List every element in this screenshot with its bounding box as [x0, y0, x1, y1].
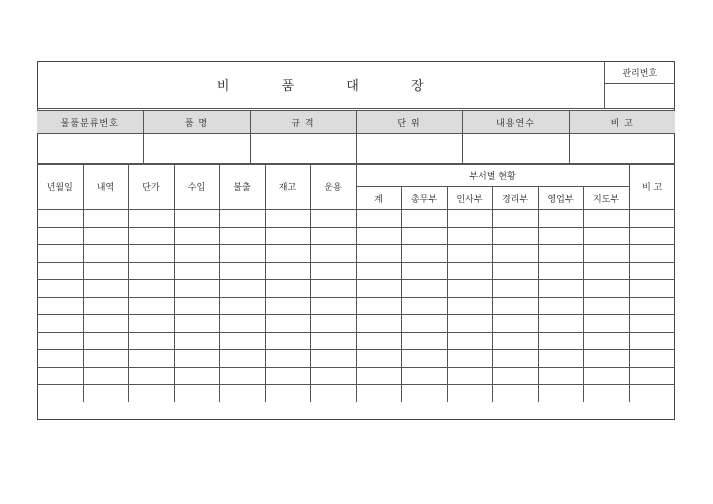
table-cell[interactable]: [265, 297, 310, 315]
remarks-header: 비 고: [569, 111, 675, 134]
table-cell[interactable]: [538, 227, 583, 245]
table-cell[interactable]: [447, 227, 492, 245]
dept-total-header: 계: [356, 187, 401, 210]
table-cell[interactable]: [629, 245, 675, 263]
table-cell[interactable]: [492, 385, 538, 402]
table-cell[interactable]: [629, 332, 675, 350]
dept-status-header: 부서별 현황: [356, 164, 629, 187]
table-cell[interactable]: [128, 245, 174, 263]
table-cell[interactable]: [219, 367, 265, 385]
table-cell[interactable]: [174, 332, 219, 350]
table-cell[interactable]: [310, 297, 356, 315]
table-cell[interactable]: [37, 367, 83, 385]
table-cell[interactable]: [629, 297, 675, 315]
table-cell[interactable]: [629, 385, 675, 402]
unit-price-header: 단가: [128, 164, 174, 210]
unit-header: 단 위: [356, 111, 462, 134]
table-cell[interactable]: [401, 262, 447, 280]
table-cell[interactable]: [310, 280, 356, 298]
useful-life-field[interactable]: [462, 134, 569, 165]
table-cell[interactable]: [37, 245, 83, 263]
table-cell[interactable]: [37, 262, 83, 280]
table-cell[interactable]: [265, 332, 310, 350]
form-title: 비 품 대 장: [37, 61, 604, 109]
table-cell[interactable]: [538, 245, 583, 263]
table-cell[interactable]: [219, 385, 265, 402]
table-row: [37, 262, 675, 280]
table-cell[interactable]: [356, 385, 401, 402]
table-cell[interactable]: [401, 245, 447, 263]
table-cell[interactable]: [401, 367, 447, 385]
table-cell[interactable]: [356, 210, 401, 228]
specification-header: 규 격: [250, 111, 356, 134]
table-row: [37, 210, 675, 228]
table-cell[interactable]: [492, 297, 538, 315]
table-cell[interactable]: [128, 350, 174, 368]
table-cell[interactable]: [219, 315, 265, 333]
table-cell[interactable]: [174, 350, 219, 368]
table-row: [37, 385, 675, 402]
table-cell[interactable]: [356, 367, 401, 385]
table-row: [37, 245, 675, 263]
table-cell[interactable]: [128, 297, 174, 315]
detail-header: 내역: [83, 164, 128, 210]
table-cell[interactable]: [219, 280, 265, 298]
specification-field[interactable]: [250, 134, 356, 165]
table-cell[interactable]: [37, 227, 83, 245]
equipment-ledger-form: [37, 61, 675, 420]
table-cell[interactable]: [538, 315, 583, 333]
table-cell[interactable]: [447, 297, 492, 315]
table-cell[interactable]: [492, 227, 538, 245]
table-cell[interactable]: [492, 245, 538, 263]
table-cell[interactable]: [356, 245, 401, 263]
table-cell[interactable]: [538, 297, 583, 315]
table-cell[interactable]: [265, 315, 310, 333]
unit-field[interactable]: [356, 134, 462, 165]
table-cell[interactable]: [310, 350, 356, 368]
table-cell[interactable]: [83, 210, 128, 228]
table-cell[interactable]: [356, 350, 401, 368]
table-cell[interactable]: [629, 315, 675, 333]
table-cell[interactable]: [492, 210, 538, 228]
item-name-header: 품 명: [143, 111, 250, 134]
table-cell[interactable]: [128, 280, 174, 298]
table-row: [37, 367, 675, 385]
table-cell[interactable]: [447, 245, 492, 263]
table-cell[interactable]: [583, 367, 629, 385]
table-row: [37, 227, 675, 245]
table-cell[interactable]: [174, 245, 219, 263]
receipt-header: 수입: [174, 164, 219, 210]
table-cell[interactable]: [128, 332, 174, 350]
table-cell[interactable]: [447, 210, 492, 228]
table-cell[interactable]: [401, 332, 447, 350]
table-cell[interactable]: [492, 280, 538, 298]
table-cell[interactable]: [310, 262, 356, 280]
table-row: [37, 350, 675, 368]
issue-header: 불출: [219, 164, 265, 210]
table-cell[interactable]: [583, 210, 629, 228]
table-cell[interactable]: [37, 280, 83, 298]
table-cell[interactable]: [219, 350, 265, 368]
table-cell[interactable]: [629, 367, 675, 385]
table-cell[interactable]: [265, 245, 310, 263]
table-cell[interactable]: [538, 280, 583, 298]
table-cell[interactable]: [447, 350, 492, 368]
ledger-body: [37, 210, 675, 402]
table-cell[interactable]: [629, 280, 675, 298]
table-cell[interactable]: [83, 367, 128, 385]
table-cell[interactable]: [538, 332, 583, 350]
table-cell[interactable]: [583, 245, 629, 263]
title-block: [37, 61, 675, 109]
dept-personnel-header: 인사부: [447, 187, 492, 210]
table-cell[interactable]: [538, 210, 583, 228]
item-name-field[interactable]: [143, 134, 250, 165]
table-cell[interactable]: [219, 262, 265, 280]
table-cell[interactable]: [492, 332, 538, 350]
dept-sales-header: 영업부: [538, 187, 583, 210]
table-cell[interactable]: [583, 385, 629, 402]
table-cell[interactable]: [447, 367, 492, 385]
table-cell[interactable]: [83, 350, 128, 368]
table-cell[interactable]: [629, 210, 675, 228]
dept-general-affairs-header: 총무부: [401, 187, 447, 210]
table-cell[interactable]: [629, 262, 675, 280]
dept-accounting-header: 경리부: [492, 187, 538, 210]
table-cell[interactable]: [174, 262, 219, 280]
table-cell[interactable]: [128, 385, 174, 402]
table-cell[interactable]: [83, 385, 128, 402]
table-cell[interactable]: [583, 297, 629, 315]
table-cell[interactable]: [583, 262, 629, 280]
table-cell[interactable]: [401, 385, 447, 402]
table-cell[interactable]: [174, 227, 219, 245]
table-cell[interactable]: [265, 350, 310, 368]
table-cell[interactable]: [219, 297, 265, 315]
table-cell[interactable]: [219, 245, 265, 263]
table-cell[interactable]: [401, 315, 447, 333]
table-cell[interactable]: [174, 315, 219, 333]
table-cell[interactable]: [583, 227, 629, 245]
table-cell[interactable]: [265, 385, 310, 402]
table-cell[interactable]: [174, 297, 219, 315]
table-cell[interactable]: [310, 227, 356, 245]
table-cell[interactable]: [447, 385, 492, 402]
table-cell[interactable]: [83, 227, 128, 245]
table-cell[interactable]: [310, 245, 356, 263]
table-cell[interactable]: [310, 367, 356, 385]
table-cell[interactable]: [219, 210, 265, 228]
date-header: 년월일: [37, 164, 83, 210]
table-cell[interactable]: [447, 315, 492, 333]
table-row: [37, 332, 675, 350]
classification-block: [37, 110, 675, 165]
table-cell[interactable]: [401, 280, 447, 298]
table-cell[interactable]: [265, 367, 310, 385]
table-cell[interactable]: [174, 385, 219, 402]
table-cell[interactable]: [356, 332, 401, 350]
table-row: [37, 315, 675, 333]
table-cell[interactable]: [83, 280, 128, 298]
table-cell[interactable]: [538, 262, 583, 280]
table-cell[interactable]: [219, 227, 265, 245]
table-cell[interactable]: [83, 245, 128, 263]
table-cell[interactable]: [356, 262, 401, 280]
table-cell[interactable]: [629, 350, 675, 368]
table-cell[interactable]: [629, 227, 675, 245]
table-cell[interactable]: [492, 367, 538, 385]
table-cell[interactable]: [128, 227, 174, 245]
item-class-number-header: 물품분류번호: [37, 111, 143, 134]
table-cell[interactable]: [83, 297, 128, 315]
table-cell[interactable]: [310, 385, 356, 402]
table-cell[interactable]: [583, 332, 629, 350]
table-cell[interactable]: [174, 280, 219, 298]
table-cell[interactable]: [174, 210, 219, 228]
table-cell[interactable]: [538, 385, 583, 402]
table-cell[interactable]: [265, 227, 310, 245]
table-cell[interactable]: [583, 280, 629, 298]
table-cell[interactable]: [37, 315, 83, 333]
management-number-field[interactable]: [604, 84, 675, 109]
table-cell[interactable]: [401, 350, 447, 368]
useful-life-header: 내용연수: [462, 111, 569, 134]
table-cell[interactable]: [356, 315, 401, 333]
table-cell[interactable]: [401, 297, 447, 315]
table-cell[interactable]: [128, 367, 174, 385]
table-cell[interactable]: [83, 262, 128, 280]
item-class-number-field[interactable]: [37, 134, 143, 165]
management-number-label: 관리번호: [604, 61, 675, 84]
stock-header: 재고: [265, 164, 310, 210]
table-cell[interactable]: [401, 227, 447, 245]
table-cell[interactable]: [265, 210, 310, 228]
table-cell[interactable]: [492, 315, 538, 333]
table-cell[interactable]: [538, 350, 583, 368]
table-cell[interactable]: [174, 367, 219, 385]
table-cell[interactable]: [447, 332, 492, 350]
table-cell[interactable]: [356, 280, 401, 298]
dept-guidance-header: 지도부: [583, 187, 629, 210]
remarks-field[interactable]: [569, 134, 675, 165]
table-cell[interactable]: [37, 332, 83, 350]
table-cell[interactable]: [356, 297, 401, 315]
table-cell[interactable]: [401, 210, 447, 228]
table-cell[interactable]: [310, 210, 356, 228]
table-cell[interactable]: [538, 367, 583, 385]
table-cell[interactable]: [37, 385, 83, 402]
table-cell[interactable]: [447, 262, 492, 280]
table-cell[interactable]: [83, 332, 128, 350]
table-cell[interactable]: [356, 227, 401, 245]
ledger-table: [37, 163, 675, 402]
table-cell[interactable]: [583, 350, 629, 368]
table-cell[interactable]: [447, 280, 492, 298]
table-cell[interactable]: [583, 315, 629, 333]
table-cell[interactable]: [492, 350, 538, 368]
use-header: 운용: [310, 164, 356, 210]
table-cell[interactable]: [37, 210, 83, 228]
table-cell[interactable]: [37, 297, 83, 315]
table-cell[interactable]: [265, 280, 310, 298]
table-cell[interactable]: [128, 315, 174, 333]
table-row: [37, 280, 675, 298]
table-cell[interactable]: [37, 350, 83, 368]
table-cell[interactable]: [83, 315, 128, 333]
table-cell[interactable]: [310, 332, 356, 350]
table-cell[interactable]: [310, 315, 356, 333]
table-cell[interactable]: [219, 332, 265, 350]
table-cell[interactable]: [492, 262, 538, 280]
table-cell[interactable]: [128, 262, 174, 280]
table-cell[interactable]: [128, 210, 174, 228]
table-row: [37, 297, 675, 315]
table-cell[interactable]: [265, 262, 310, 280]
ledger-remarks-header: 비 고: [629, 164, 675, 210]
